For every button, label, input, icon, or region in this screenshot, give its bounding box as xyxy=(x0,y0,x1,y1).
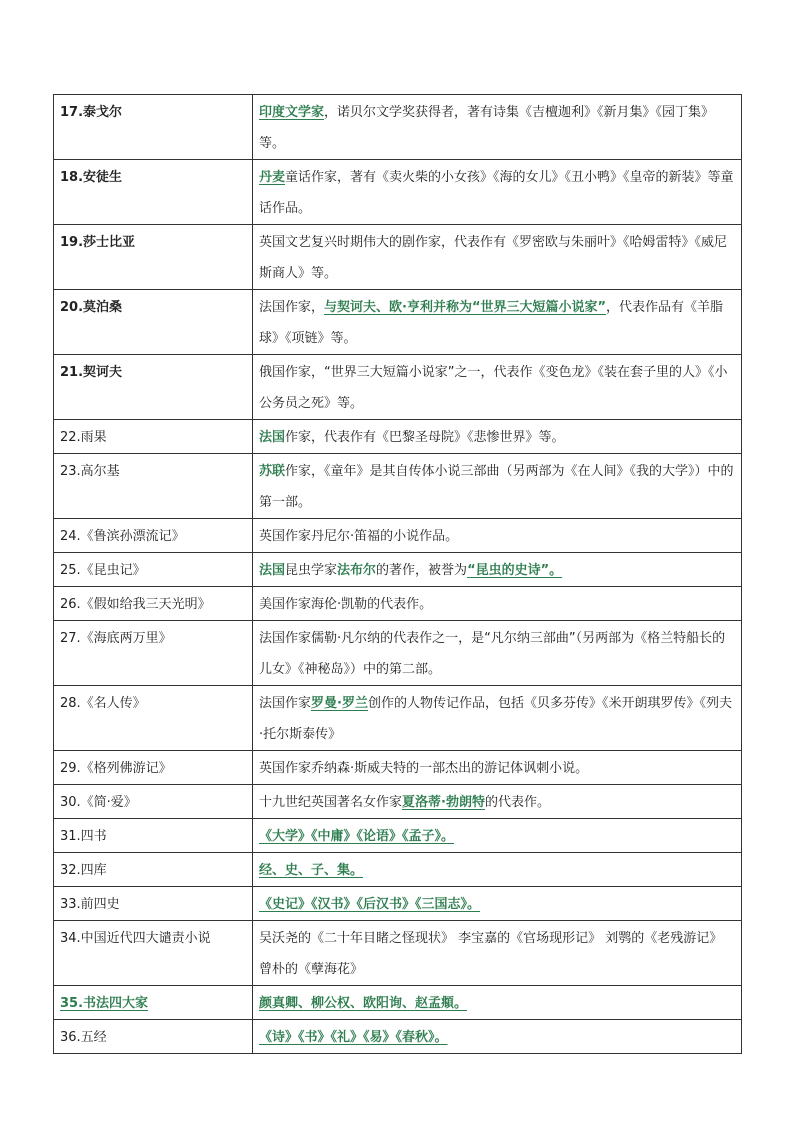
entry-description xyxy=(253,290,742,355)
highlighted-text: 经、史、子、集。 xyxy=(259,863,364,878)
entry-description xyxy=(253,1020,742,1054)
table-row xyxy=(54,1020,742,1054)
description-text: ，代表作品有《羊脂球》《项链》等。 xyxy=(259,300,724,346)
description-text: 英国作家丹尼尔·笛福的小说作品。 xyxy=(259,529,459,544)
table-row xyxy=(54,921,742,986)
entry-label xyxy=(54,686,253,751)
entry-description xyxy=(253,986,742,1020)
literature-table xyxy=(53,94,742,1054)
entry-label xyxy=(54,355,253,420)
description-text: 作家，《童年》是其自传体小说三部曲（另两部为《在人间》《我的大学》）中的第一部。 xyxy=(259,464,734,510)
entry-label-text: 36.五经 xyxy=(60,1030,107,1045)
description-text: 十九世纪英国著名女作家 xyxy=(259,795,403,810)
table-row xyxy=(54,225,742,290)
table-row xyxy=(54,785,742,819)
description-text: 的代表作。 xyxy=(484,795,550,810)
entry-label xyxy=(54,986,253,1020)
entry-label xyxy=(54,785,253,819)
entry-description xyxy=(253,420,742,454)
entry-label xyxy=(54,853,253,887)
entry-description xyxy=(253,853,742,887)
table-body xyxy=(54,95,742,1054)
description-text: 作家，代表作有《巴黎圣母院》《悲惨世界》等。 xyxy=(285,430,565,445)
table-row xyxy=(54,887,742,921)
table-row xyxy=(54,160,742,225)
entry-label-text: 35.书法四大家 xyxy=(60,996,149,1011)
entry-label-text: 29.《格列佛游记》 xyxy=(60,761,172,776)
description-text: 法国作家儒勒·凡尔纳的代表作之一，是“凡尔纳三部曲”（另两部为《格兰特船长的儿女》《神秘岛》）中的第二部。 xyxy=(259,631,726,677)
description-text: 法国作家， xyxy=(259,300,325,315)
entry-description xyxy=(253,621,742,686)
entry-description xyxy=(253,355,742,420)
highlighted-text: 法国 xyxy=(259,430,286,445)
description-text: 吴沃尧的《二十年目睹之怪现状》 李宝嘉的《官场现形记》 刘鹗的《老残游记》 曾朴的《孽海花》 xyxy=(259,931,723,977)
description-text: 美国作家海伦·凯勒的代表作。 xyxy=(259,597,433,612)
entry-label xyxy=(54,290,253,355)
table-row xyxy=(54,751,742,785)
description-text: 英国文艺复兴时期伟大的剧作家，代表作有《罗密欧与朱丽叶》《哈姆雷特》《威尼斯商人》等。 xyxy=(259,235,728,281)
table-row xyxy=(54,686,742,751)
entry-label-text: 25.《昆虫记》 xyxy=(60,563,146,578)
entry-label xyxy=(54,587,253,621)
entry-label xyxy=(54,621,253,686)
entry-label xyxy=(54,225,253,290)
entry-label xyxy=(54,751,253,785)
highlighted-text: 与契诃夫、欧·亨利并称为“世界三大短篇小说家” xyxy=(324,300,607,315)
entry-label-text: 24.《鲁滨孙漂流记》 xyxy=(60,529,185,544)
entry-description xyxy=(253,454,742,519)
entry-label-text: 22.雨果 xyxy=(60,430,107,445)
entry-label xyxy=(54,887,253,921)
description-text: 童话作家，著有《卖火柴的小女孩》《海的女儿》《丑小鸭》《皇帝的新装》等童话作品。 xyxy=(259,170,734,216)
highlighted-text: 《大学》《中庸》《论语》《孟子》。 xyxy=(259,829,455,844)
entry-label xyxy=(54,553,253,587)
entry-label xyxy=(54,420,253,454)
description-text: 英国作家乔纳森·斯威夫特的一部杰出的游记体讽刺小说。 xyxy=(259,761,589,776)
entry-description xyxy=(253,686,742,751)
entry-label-text: 28.《名人传》 xyxy=(60,696,146,711)
entry-label-text: 34.中国近代四大谴责小说 xyxy=(60,931,211,946)
highlighted-text: 《史记》《汉书》《后汉书》《三国志》。 xyxy=(259,897,481,912)
highlighted-text: “昆虫的史诗”。 xyxy=(467,563,563,578)
entry-label-text: 23.高尔基 xyxy=(60,464,120,479)
table-row xyxy=(54,819,742,853)
description-text: 创作的人物传记作品，包括《贝多芬传》《米开朗琪罗传》《列夫·托尔斯泰传》 xyxy=(259,696,732,742)
entry-description xyxy=(253,751,742,785)
entry-label xyxy=(54,454,253,519)
entry-label-text: 33.前四史 xyxy=(60,897,120,912)
entry-label-text: 18.安徒生 xyxy=(60,170,123,185)
table-row xyxy=(54,290,742,355)
highlighted-text: 丹麦 xyxy=(259,170,286,185)
table-row xyxy=(54,420,742,454)
highlighted-text: 法国 xyxy=(259,563,286,578)
highlighted-text: 印度文学家 xyxy=(259,105,325,120)
highlighted-text: 法布尔 xyxy=(337,563,377,578)
entry-label xyxy=(54,1020,253,1054)
highlighted-text: 《诗》《书》《礼》《易》《春秋》。 xyxy=(259,1030,448,1045)
entry-label-text: 20.莫泊桑 xyxy=(60,300,123,315)
entry-description xyxy=(253,160,742,225)
entry-description xyxy=(253,553,742,587)
entry-label xyxy=(54,819,253,853)
entry-description xyxy=(253,519,742,553)
entry-label-text: 27.《海底两万里》 xyxy=(60,631,172,646)
table-row xyxy=(54,587,742,621)
entry-description xyxy=(253,587,742,621)
table-row xyxy=(54,853,742,887)
description-text: 法国作家 xyxy=(259,696,312,711)
entry-description xyxy=(253,921,742,986)
entry-description xyxy=(253,887,742,921)
entry-label-text: 21.契诃夫 xyxy=(60,365,123,380)
entry-description xyxy=(253,785,742,819)
entry-label-text: 32.四库 xyxy=(60,863,107,878)
entry-label xyxy=(54,95,253,160)
table-row xyxy=(54,986,742,1020)
entry-description xyxy=(253,95,742,160)
table-row xyxy=(54,519,742,553)
entry-label xyxy=(54,160,253,225)
highlighted-text: 夏洛蒂·勃朗特 xyxy=(402,795,485,810)
table-row xyxy=(54,95,742,160)
entry-label-text: 30.《简·爱》 xyxy=(60,795,137,810)
description-text: ，诺贝尔文学奖获得者，著有诗集《吉檀迦利》《新月集》《园丁集》等。 xyxy=(259,105,715,151)
table-row xyxy=(54,454,742,519)
document-page xyxy=(53,94,741,1054)
entry-label xyxy=(54,519,253,553)
description-text: 昆虫学家 xyxy=(285,563,338,578)
highlighted-text: 颜真卿、柳公权、欧阳询、赵孟頫。 xyxy=(259,996,468,1011)
entry-label xyxy=(54,921,253,986)
table-row xyxy=(54,553,742,587)
entry-description xyxy=(253,225,742,290)
entry-label-text: 31.四书 xyxy=(60,829,107,844)
table-row xyxy=(54,621,742,686)
entry-label-text: 26.《假如给我三天光明》 xyxy=(60,597,211,612)
highlighted-text: 罗曼·罗兰 xyxy=(311,696,368,711)
highlighted-text: 苏联 xyxy=(259,464,286,479)
entry-description xyxy=(253,819,742,853)
description-text: 俄国作家，“世界三大短篇小说家”之一，代表作《变色龙》《装在套子里的人》《小公务员之死》等。 xyxy=(259,365,728,411)
entry-label-text: 19.莎士比亚 xyxy=(60,235,136,250)
description-text: 的著作，被誉为 xyxy=(376,563,468,578)
table-row xyxy=(54,355,742,420)
entry-label-text: 17.泰戈尔 xyxy=(60,105,123,120)
